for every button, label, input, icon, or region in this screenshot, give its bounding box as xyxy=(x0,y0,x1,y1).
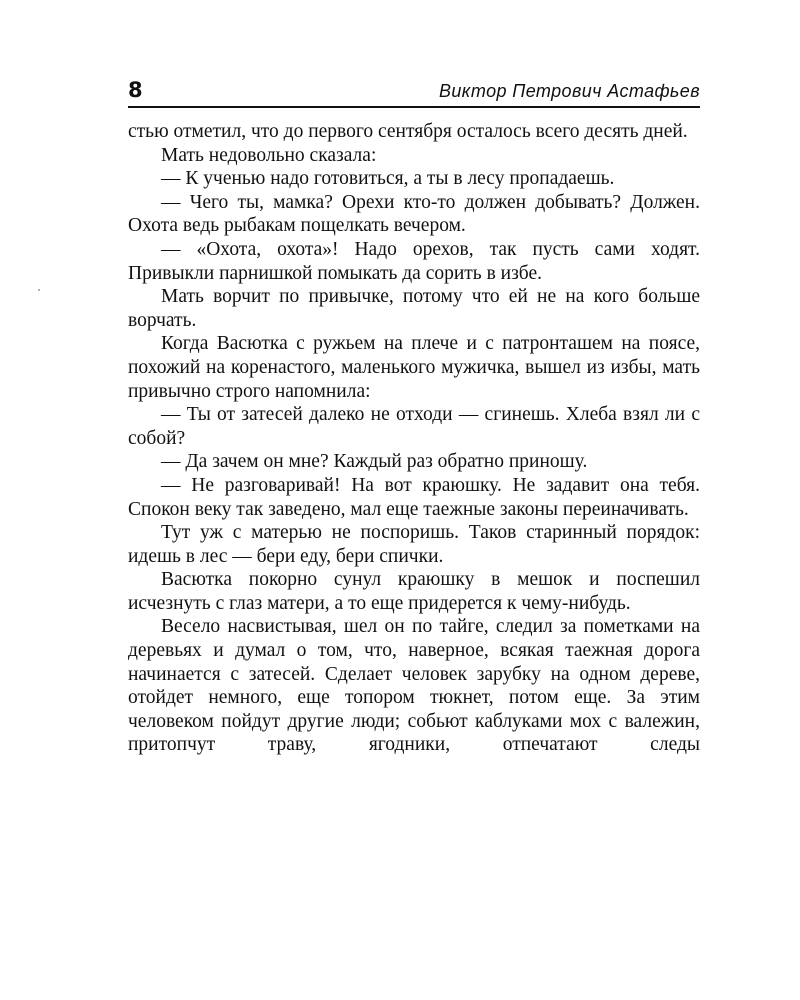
paragraph: стью отметил, что до первого сентября осталось всего десять дней. xyxy=(128,121,688,142)
running-title: Виктор Петрович Астафьев xyxy=(438,81,700,101)
paragraph: — Чего ты, мамка? Орехи кто-то должен добывать? Должен. Охота ведь рыбакам пощелкать вечером. xyxy=(128,191,700,237)
page-header xyxy=(128,76,700,108)
paragraph: Весело насвистывая, шел он по тайге, следил за пометками на деревьях и думал о том, что, наверное, всякая таежная дорога начинается с затесей. Сделает человек зарубку на одном дереве, отойдет немного, еще топором тюкнет, потом еще. За этим человеком пойдут другие люди; собьют каблуками мох с валежин, притопчут траву, ягодники, отпечатают следы xyxy=(128,616,700,756)
paragraph: — Да зачем он мне? Каждый раз обратно приношу. xyxy=(161,451,588,473)
paragraph: — Не разговаривай! На вот краюшку. Не задавит она тебя. Спокон веку так заведено, мал еще таежные законы переиначивать. xyxy=(128,474,700,520)
paragraph: Тут уж с матерью не поспоришь. Таков старинный порядок: идешь в лес — бери еду, бери спички. xyxy=(128,522,700,567)
page-number: 8 xyxy=(128,78,143,102)
paragraph: Мать ворчит по привычке, потому что ей не на кого больше ворчать. xyxy=(128,286,700,331)
body-text xyxy=(128,120,700,757)
paper-speck xyxy=(38,289,40,291)
paragraph: — Ты от затесей далеко не отходи — сгинешь. Хлеба взял ли с собой? xyxy=(128,404,700,449)
paragraph: Мать недовольно сказала: xyxy=(161,144,377,166)
paragraph: Когда Васютка с ружьем на плече и с патронташем на поясе, похожий на коренастого, маленького мужичка, вышел из избы, мать привычно строго напомнила: xyxy=(128,333,700,402)
paragraph: — «Охота, охота»! Надо орехов, так пусть сами ходят. Привыкли парнишкой помыкать да сорить в избе. xyxy=(128,238,700,284)
paragraph: — К ученью надо готовиться, а ты в лесу пропадаешь. xyxy=(161,168,615,190)
paragraph: Васютка покорно сунул краюшку в мешок и поспешил исчезнуть с глаз матери, а то еще придерется к чему-нибудь. xyxy=(128,569,700,614)
